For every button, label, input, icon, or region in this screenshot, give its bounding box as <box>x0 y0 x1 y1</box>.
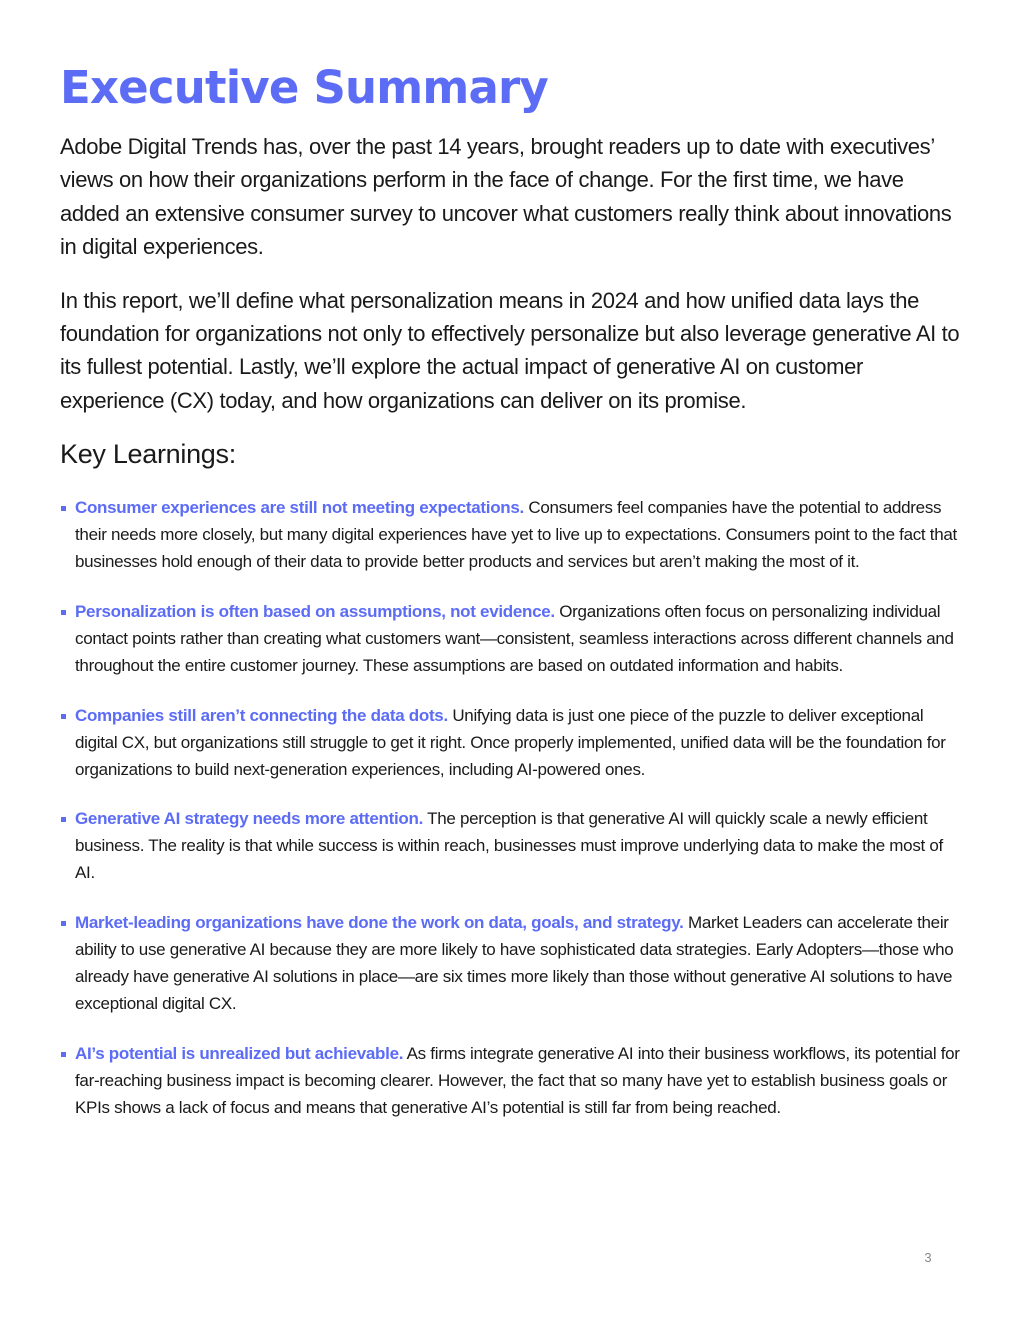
learning-text: The perception is that generative AI will quickly scale a newly efficient business. The reality is that while success is within reach, businesses must improve underlying data to make the most of AI. <box>75 809 943 883</box>
list-item <box>60 703 960 784</box>
page-title: Executive Summary <box>60 61 548 114</box>
square-bullet-icon <box>61 506 66 511</box>
learning-lead: AI’s potential is unrealized but achievable. <box>75 1043 404 1063</box>
square-bullet-icon <box>61 1052 66 1057</box>
learning-text: Consumers feel companies have the potential to address their needs more closely, but many digital experiences have yet to live up to expectations. Consumers point to the fact that businesses hold enough of their data to provide better products and services but aren’t making the most of it. <box>75 498 957 572</box>
learning-text: Unifying data is just one piece of the puzzle to deliver exceptional digital CX, but organizations still struggle to get it right. Once properly implemented, unified data will be the foundation for organizations to build next-generation experiences, including AI-powered ones. <box>75 705 946 779</box>
list-item <box>60 495 960 576</box>
list-item <box>60 910 960 1018</box>
page-number: 3 <box>924 1250 932 1265</box>
list-item <box>60 599 960 680</box>
learning-lead: Market-leading organizations have done the work on data, goals, and strategy. <box>75 913 684 933</box>
learning-lead: Personalization is often based on assumptions, not evidence. <box>75 601 555 621</box>
document-page <box>60 58 960 1144</box>
intro-paragraph: In this report, we’ll define what personalization means in 2024 and how unified data lays the foundation for organizations not only to effectively personalize but also leverage generative AI to its fullest potential. Lastly, we’ll explore the actual impact of generative AI on customer experience (CX) today, and how organizations can deliver on its promise. <box>60 287 960 413</box>
learning-lead: Consumer experiences are still not meeting expectations. <box>75 498 524 518</box>
list-item <box>60 806 960 887</box>
square-bullet-icon <box>61 817 66 822</box>
list-item <box>60 1041 960 1122</box>
learning-text: As firms integrate generative AI into their business workflows, its potential for far-reaching business impact is becoming clearer. However, the fact that so many have yet to establish business goals or KPIs shows a lack of focus and means that generative AI’s potential is still far from being reached. <box>75 1043 960 1117</box>
learning-text: Organizations often focus on personalizing individual contact points rather than creating what customers want—consistent, seamless interactions across different channels and throughout the entire customer journey. These assumptions are based on outdated information and habits. <box>75 601 954 675</box>
square-bullet-icon <box>61 714 66 719</box>
learning-lead: Generative AI strategy needs more attention. <box>75 809 424 829</box>
square-bullet-icon <box>61 610 66 615</box>
key-learnings-list <box>60 495 960 1121</box>
learning-lead: Companies still aren’t connecting the data dots. <box>75 705 448 725</box>
learning-text: Market Leaders can accelerate their ability to use generative AI because they are more likely to have sophisticated data strategies. Early Adopters—those who already have generative AI solutions in place—are six times more likely than those without generative AI solutions to have exceptional digital CX. <box>75 913 954 1013</box>
intro-paragraph: Adobe Digital Trends has, over the past 14 years, brought readers up to date with executives’ views on how their organizations perform in the face of change. For the first time, we have added an extensive consumer survey to uncover what customers really think about innovations in digital experiences. <box>60 134 952 260</box>
key-learnings-heading: Key Learnings: <box>60 439 236 470</box>
square-bullet-icon <box>61 921 66 926</box>
